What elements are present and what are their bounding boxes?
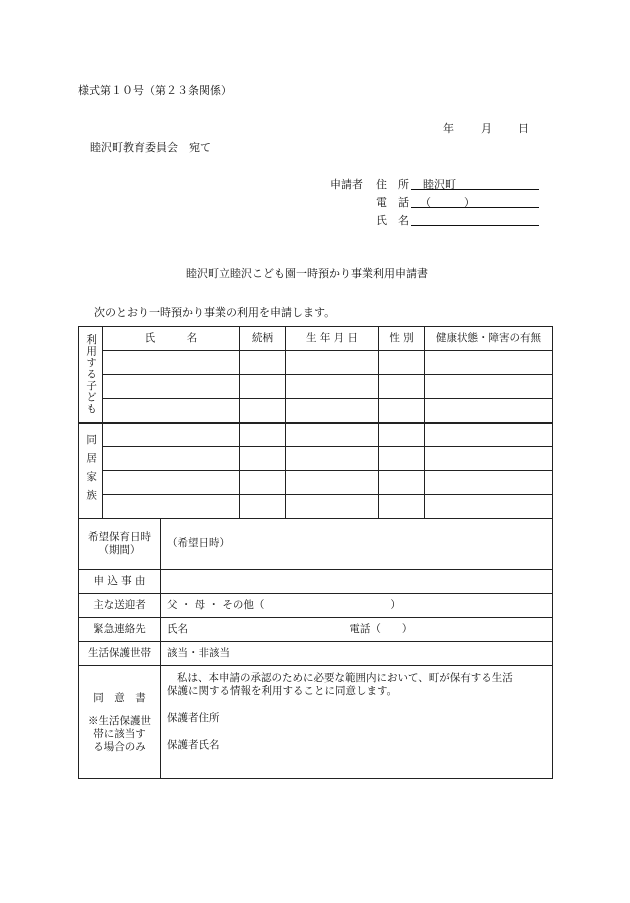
emergency-row	[79, 618, 553, 642]
escort-value[interactable]: 父 ・ 母 ・ その他（ ）	[161, 594, 553, 618]
consent-note-line-1: ※生活保護世	[88, 715, 151, 728]
family-2-name-cell[interactable]	[103, 447, 240, 471]
family-3-sex-cell[interactable]	[379, 471, 425, 495]
welfare-value[interactable]: 該当・非該当	[161, 642, 553, 666]
child-2-relation-cell[interactable]	[240, 375, 286, 399]
phone-label: 電 話	[376, 196, 409, 209]
consent-text-line-2: 保護に関する情報を利用することに同意します。	[167, 685, 398, 698]
family-1-relation-cell[interactable]	[240, 423, 286, 447]
child-row-1	[79, 351, 553, 375]
applicant-label: 申請者	[330, 178, 363, 191]
child-row-2	[79, 375, 553, 399]
children-section-text: 利用する子ども	[85, 334, 98, 415]
child-1-sex-cell[interactable]	[379, 351, 425, 375]
child-1-birthdate-cell[interactable]	[286, 351, 379, 375]
guardian-name-label[interactable]: 保護者氏名	[167, 739, 220, 752]
date-year-label: 年	[443, 122, 454, 135]
family-3-health-cell[interactable]	[425, 471, 553, 495]
family-row-2	[79, 447, 553, 471]
family-3-birthdate-cell[interactable]	[286, 471, 379, 495]
family-3-name-cell[interactable]	[103, 471, 240, 495]
family-4-birthdate-cell[interactable]	[286, 495, 379, 519]
child-2-birthdate-cell[interactable]	[286, 375, 379, 399]
family-section-text: 同居家族	[85, 433, 98, 508]
family-4-relation-cell[interactable]	[240, 495, 286, 519]
children-header-row	[79, 327, 553, 351]
emergency-label: 緊急連絡先	[79, 618, 161, 642]
emergency-phone-label: 電話（ ）	[349, 622, 413, 635]
date-month-label: 月	[481, 122, 492, 135]
family-row-1	[79, 423, 553, 447]
consent-label: 同 意 書	[93, 692, 146, 704]
application-table	[78, 326, 553, 779]
child-3-relation-cell[interactable]	[240, 399, 286, 423]
addressee: 睦沢町教育委員会 宛て	[90, 141, 211, 154]
family-1-sex-cell[interactable]	[379, 423, 425, 447]
family-2-sex-cell[interactable]	[379, 447, 425, 471]
emergency-value[interactable]	[161, 618, 553, 642]
child-row-3	[79, 399, 553, 423]
header-relation: 続柄	[240, 327, 286, 351]
desired-datetime-label	[79, 519, 161, 570]
phone-underline	[411, 207, 539, 208]
child-3-health-cell[interactable]	[425, 399, 553, 423]
family-2-birthdate-cell[interactable]	[286, 447, 379, 471]
form-number: 様式第１０号（第２３条関係）	[78, 84, 232, 97]
child-2-sex-cell[interactable]	[379, 375, 425, 399]
date-day-label: 日	[518, 122, 529, 135]
address-value: 睦沢町	[423, 178, 456, 191]
family-1-name-cell[interactable]	[103, 423, 240, 447]
header-health: 健康状態・障害の有無	[425, 327, 553, 351]
address-label: 住 所	[376, 178, 409, 191]
family-3-relation-cell[interactable]	[240, 471, 286, 495]
family-2-relation-cell[interactable]	[240, 447, 286, 471]
child-1-health-cell[interactable]	[425, 351, 553, 375]
address-underline	[411, 189, 539, 190]
consent-row	[79, 666, 553, 779]
consent-note-line-2: 帯に該当す	[93, 728, 146, 741]
family-2-health-cell[interactable]	[425, 447, 553, 471]
intro-text: 次のとおり一時預かり事業の利用を申請します。	[94, 306, 336, 319]
family-4-sex-cell[interactable]	[379, 495, 425, 519]
reason-label: 申 込 事 由	[79, 570, 161, 594]
child-1-name-cell[interactable]	[103, 351, 240, 375]
family-section-label	[79, 423, 103, 519]
child-2-health-cell[interactable]	[425, 375, 553, 399]
child-3-name-cell[interactable]	[103, 399, 240, 423]
desired-datetime-value[interactable]: （希望日時）	[161, 519, 553, 570]
consent-label-cell	[79, 666, 161, 779]
header-name: 氏 名	[103, 327, 240, 351]
family-row-4	[79, 495, 553, 519]
reason-row	[79, 570, 553, 594]
phone-value: （ ）	[420, 196, 475, 209]
consent-note-line-3: る場合のみ	[93, 741, 146, 754]
header-birthdate: 生 年 月 日	[286, 327, 379, 351]
escort-row	[79, 594, 553, 618]
welfare-row	[79, 642, 553, 666]
family-1-birthdate-cell[interactable]	[286, 423, 379, 447]
reason-value[interactable]	[161, 570, 553, 594]
consent-text-line-1: 私は、本申請の承認のために必要な範囲内において、町が保有する生活	[177, 672, 513, 684]
header-sex: 性 別	[379, 327, 425, 351]
consent-content-cell	[161, 666, 553, 779]
desired-datetime-label-line-1: 希望保育日時	[88, 530, 151, 543]
family-row-3	[79, 471, 553, 495]
family-4-health-cell[interactable]	[425, 495, 553, 519]
family-1-health-cell[interactable]	[425, 423, 553, 447]
desired-datetime-row	[79, 519, 553, 570]
child-3-birthdate-cell[interactable]	[286, 399, 379, 423]
child-3-sex-cell[interactable]	[379, 399, 425, 423]
welfare-label: 生活保護世帯	[79, 642, 161, 666]
child-1-relation-cell[interactable]	[240, 351, 286, 375]
guardian-address-label[interactable]: 保護者住所	[167, 712, 220, 725]
escort-label: 主な送迎者	[79, 594, 161, 618]
emergency-name-label: 氏名	[167, 622, 188, 635]
name-label: 氏 名	[376, 214, 409, 227]
name-underline	[411, 225, 539, 226]
family-4-name-cell[interactable]	[103, 495, 240, 519]
children-section-label	[79, 327, 103, 423]
document-title: 睦沢町立睦沢こども園一時預かり事業利用申請書	[186, 267, 428, 280]
desired-datetime-label-line-2: （期間）	[98, 544, 141, 556]
child-2-name-cell[interactable]	[103, 375, 240, 399]
